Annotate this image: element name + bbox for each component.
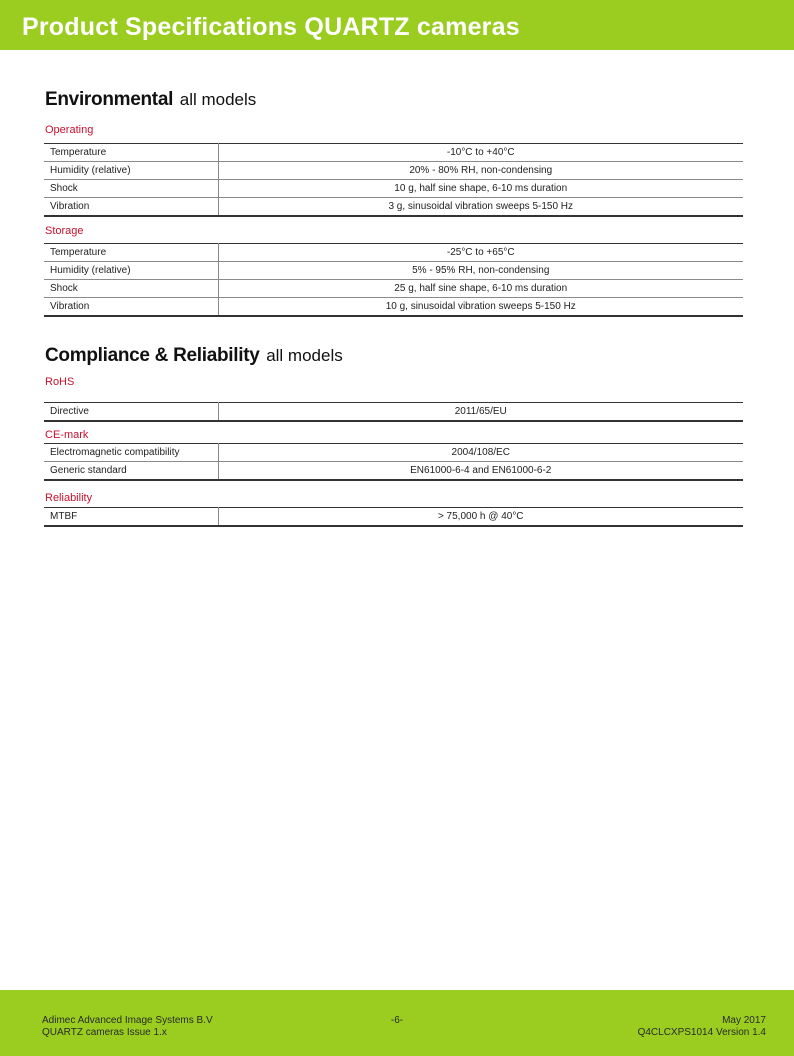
spec-value: 5% - 95% RH, non-condensing	[218, 262, 743, 280]
table-row	[44, 198, 743, 217]
compliance-subtitle: all models	[266, 346, 343, 365]
rohs-subhead: RoHS	[45, 376, 75, 388]
storage-subhead: Storage	[45, 225, 84, 237]
spec-value: EN61000-6-4 and EN61000-6-2	[218, 462, 743, 481]
spec-value: -25°C to +65°C	[218, 244, 743, 262]
spec-label: Directive	[44, 403, 218, 422]
table-row	[44, 280, 743, 298]
table-row	[44, 444, 743, 462]
footer-page-number: -6-	[390, 1015, 404, 1026]
ce-mark-table	[44, 443, 743, 481]
table-row	[44, 508, 743, 527]
spec-value: 25 g, half sine shape, 6-10 ms duration	[218, 280, 743, 298]
operating-table	[44, 143, 743, 217]
spec-value: 10 g, half sine shape, 6-10 ms duration	[218, 180, 743, 198]
table-row	[44, 162, 743, 180]
table-row	[44, 244, 743, 262]
reliability-subhead: Reliability	[45, 492, 93, 504]
header-bar	[0, 0, 794, 50]
table-row	[44, 298, 743, 317]
table-row	[44, 403, 743, 422]
spec-value: 10 g, sinusoidal vibration sweeps 5-150 Hz	[218, 298, 743, 317]
storage-table	[44, 243, 743, 317]
spec-label: Electromagnetic compatibility	[44, 444, 218, 462]
spec-label: Shock	[44, 180, 218, 198]
environmental-subtitle: all models	[179, 90, 257, 109]
spec-label: Shock	[44, 280, 218, 298]
spec-label: Temperature	[44, 244, 218, 262]
spec-label: Generic standard	[44, 462, 218, 481]
environmental-heading	[45, 84, 256, 112]
spec-label: Humidity (relative)	[44, 162, 218, 180]
compliance-title: Compliance & Reliability	[45, 345, 260, 366]
footer-right	[638, 1015, 766, 1039]
footer-issue: QUARTZ cameras Issue 1.x	[42, 1027, 167, 1038]
footer-date: May 2017	[722, 1015, 766, 1026]
operating-subhead: Operating	[45, 124, 94, 136]
spec-value: 2011/65/EU	[218, 403, 743, 422]
ce-mark-subhead: CE-mark	[45, 429, 89, 441]
spec-value: -10°C to +40°C	[218, 144, 743, 162]
footer-company: Adimec Advanced Image Systems B.V	[42, 1015, 213, 1026]
table-row	[44, 262, 743, 280]
footer-doc-version: Q4CLCXPS1014 Version 1.4	[637, 1027, 766, 1038]
spec-label: MTBF	[44, 508, 218, 527]
table-row	[44, 180, 743, 198]
spec-label: Vibration	[44, 198, 218, 217]
compliance-heading	[45, 340, 343, 368]
page-title: Product Specifications QUARTZ cameras	[22, 13, 520, 41]
spec-label: Vibration	[44, 298, 218, 317]
spec-value: 3 g, sinusoidal vibration sweeps 5-150 Hz	[218, 198, 743, 217]
table-row	[44, 144, 743, 162]
spec-value: 20% - 80% RH, non-condensing	[218, 162, 743, 180]
table-row	[44, 462, 743, 481]
rohs-table	[44, 402, 743, 422]
spec-label: Temperature	[44, 144, 218, 162]
spec-value: > 75,000 h @ 40°C	[218, 508, 743, 527]
spec-value: 2004/108/EC	[218, 444, 743, 462]
spec-label: Humidity (relative)	[44, 262, 218, 280]
reliability-table	[44, 507, 743, 527]
environmental-title: Environmental	[45, 89, 174, 110]
